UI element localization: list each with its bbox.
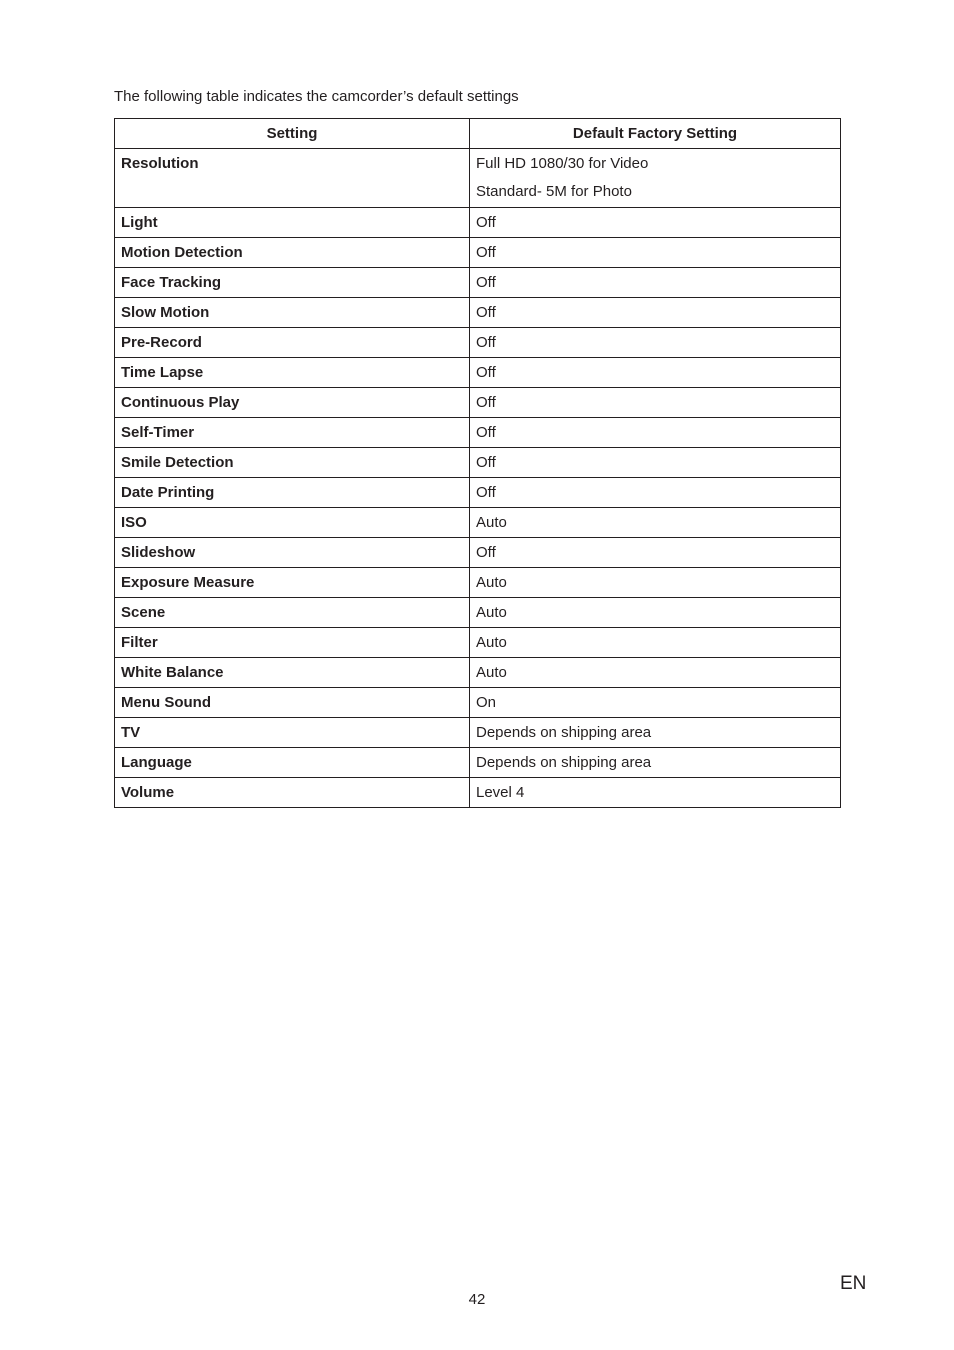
table-row (115, 358, 841, 388)
table-row (115, 298, 841, 328)
setting-name: Self-Timer (115, 418, 470, 448)
setting-name: Time Lapse (115, 358, 470, 388)
default-value (470, 778, 841, 808)
default-value-line: Off (476, 334, 496, 351)
setting-name: Motion Detection (115, 238, 470, 268)
default-value (470, 358, 841, 388)
table-row (115, 658, 841, 688)
setting-name: Volume (115, 778, 470, 808)
default-value-line: Off (476, 364, 496, 381)
default-value (470, 598, 841, 628)
setting-name: White Balance (115, 658, 470, 688)
setting-name: Filter (115, 628, 470, 658)
default-value-line: Standard- 5M for Photo (476, 183, 632, 200)
default-value (470, 298, 841, 328)
default-value (470, 538, 841, 568)
table-header-row (115, 119, 841, 149)
default-value-line: Auto (476, 514, 507, 531)
setting-name: Pre-Record (115, 328, 470, 358)
default-value-line: Off (476, 214, 496, 231)
setting-name: Light (115, 208, 470, 238)
setting-name: TV (115, 718, 470, 748)
default-value (470, 748, 841, 778)
default-value-line: Auto (476, 604, 507, 621)
setting-name: Exposure Measure (115, 568, 470, 598)
default-value (470, 718, 841, 748)
default-value-line: Off (476, 304, 496, 321)
default-value-line: Auto (476, 634, 507, 651)
table-row (115, 208, 841, 238)
setting-name: Smile Detection (115, 448, 470, 478)
table-row (115, 149, 841, 208)
column-header-setting: Setting (115, 119, 470, 149)
default-value (470, 268, 841, 298)
table-row (115, 568, 841, 598)
default-value (470, 508, 841, 538)
language-code: EN (840, 1273, 867, 1294)
default-value (470, 149, 841, 208)
default-value (470, 328, 841, 358)
column-header-default: Default Factory Setting (470, 119, 841, 149)
default-value-line: Full HD 1080/30 for Video (476, 155, 649, 172)
default-value-line: On (476, 694, 497, 711)
table-row (115, 598, 841, 628)
default-value (470, 388, 841, 418)
default-value-line: Off (476, 454, 496, 471)
table-row (115, 328, 841, 358)
table-row (115, 628, 841, 658)
setting-name: Face Tracking (115, 268, 470, 298)
setting-name: Resolution (115, 149, 470, 208)
setting-name: Scene (115, 598, 470, 628)
table-row (115, 478, 841, 508)
setting-name: Language (115, 748, 470, 778)
intro-text: The following table indicates the camcorder’s default settings (114, 88, 519, 105)
default-value-line: Off (476, 484, 496, 501)
table-row (115, 718, 841, 748)
default-value (470, 238, 841, 268)
table-row (115, 238, 841, 268)
default-value-line: Auto (476, 574, 507, 591)
default-value-line: Auto (476, 664, 507, 681)
table-row (115, 538, 841, 568)
default-value (470, 208, 841, 238)
default-value-line: Level 4 (476, 784, 525, 801)
table-row (115, 418, 841, 448)
default-value-line: Depends on shipping area (476, 754, 652, 771)
default-value (470, 418, 841, 448)
default-value (470, 688, 841, 718)
table-row (115, 688, 841, 718)
table-row (115, 508, 841, 538)
setting-name: Menu Sound (115, 688, 470, 718)
table-body (115, 149, 841, 808)
setting-name: ISO (115, 508, 470, 538)
default-value (470, 478, 841, 508)
default-value-line: Off (476, 244, 496, 261)
default-value (470, 628, 841, 658)
setting-name: Continuous Play (115, 388, 470, 418)
default-settings-table (114, 118, 841, 808)
page-number: 42 (468, 1291, 486, 1308)
default-value (470, 448, 841, 478)
table-row (115, 268, 841, 298)
table-row (115, 748, 841, 778)
default-value-line: Off (476, 394, 496, 411)
table-row (115, 388, 841, 418)
default-value (470, 658, 841, 688)
setting-name: Slow Motion (115, 298, 470, 328)
default-value-line: Off (476, 274, 496, 291)
table-row (115, 448, 841, 478)
default-value (470, 568, 841, 598)
default-value-line: Depends on shipping area (476, 724, 652, 741)
default-value-line: Off (476, 424, 496, 441)
default-value-line: Off (476, 544, 496, 561)
setting-name: Date Printing (115, 478, 470, 508)
table-row (115, 778, 841, 808)
setting-name: Slideshow (115, 538, 470, 568)
